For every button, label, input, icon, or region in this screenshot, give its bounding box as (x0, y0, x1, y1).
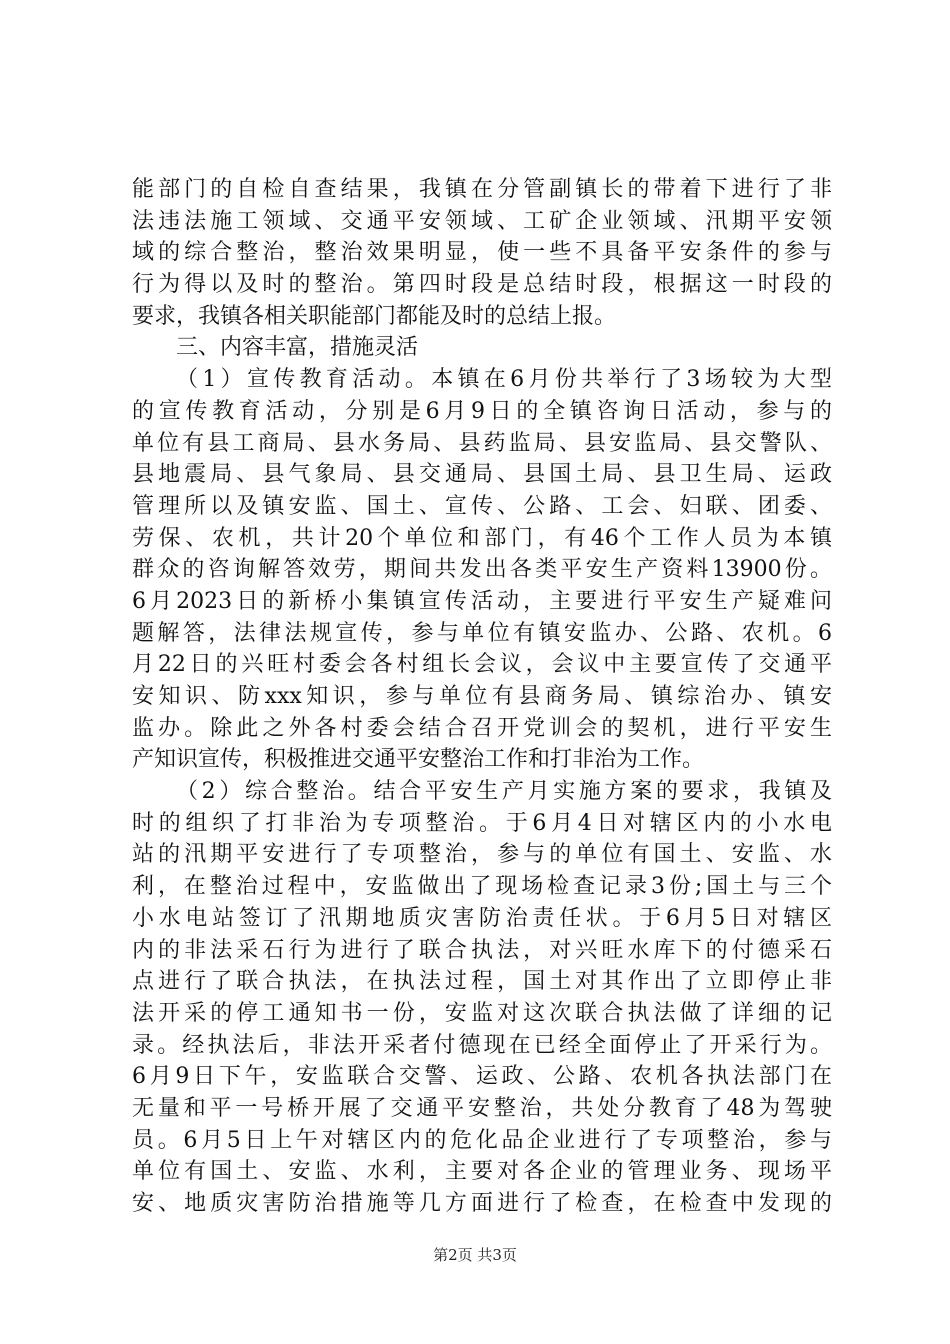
text-line: 内的非法采石行为进行了联合执法，对兴旺水库下的付德采石 (132, 937, 832, 963)
text-line: 点进行了联合执法，在执法过程，国土对其作出了立即停止非 (132, 969, 832, 995)
document-body (132, 174, 832, 1220)
text-line: 小水电站签订了汛期地质灾害防治责任状。于6月5日对辖区 (132, 905, 832, 931)
paragraph-first-line: （1）宣传教育活动。本镇在6月份共举行了3场较为大型 (176, 367, 832, 393)
text-line: 题解答，法律法规宣传，参与单位有镇安监办、公路、农机。6 (132, 620, 832, 646)
text-line: 月22日的兴旺村委会各村组长会议，会议中主要宣传了交通平 (132, 652, 832, 678)
text-line: 域的综合整治，整治效果明显，使一些不具备平安条件的参与 (132, 240, 832, 266)
text-line: 无量和平一号桥开展了交通平安整治，共处分教育了48为驾驶 (132, 1095, 832, 1121)
text-line: 单位有县工商局、县水务局、县药监局、县安监局、县交警队、 (132, 430, 832, 456)
paragraph-first-line: （2）综合整治。结合平安生产月实施方案的要求，我镇及 (176, 779, 832, 805)
text-line: 要求，我镇各相关职能部门都能及时的总结上报。 (132, 303, 617, 329)
text-line: 6月2023日的新桥小集镇宣传活动，主要进行平安生产疑难问 (132, 588, 832, 614)
text-line: 管理所以及镇安监、国土、宣传、公路、工会、妇联、团委、 (132, 493, 832, 519)
text-line: 站的汛期平安进行了专项整治，参与的单位有国土、安监、水 (132, 842, 832, 868)
text-line: 录。经执法后，非法开采者付德现在已经全面停止了开采行为。 (132, 1032, 832, 1058)
text-line: 产知识宣传，积极推进交通平安整治工作和打非治为工作。 (132, 747, 705, 773)
text-line: 安知识、防xxx知识，参与单位有县商务局、镇综治办、镇安 (132, 684, 832, 709)
text-line: 劳保、农机，共计20个单位和部门，有46个工作人员为本镇 (132, 525, 832, 551)
text-line: 利，在整治过程中，安监做出了现场检查记录3份;国土与三个 (132, 874, 832, 900)
text-line: 群众的咨询解答效劳，期间共发出各类平安生产资料13900份。 (132, 557, 832, 583)
section-heading: 三、内容丰富，措施灵活 (176, 335, 419, 361)
text-line: 能部门的自检自查结果，我镇在分管副镇长的带着下进行了非 (132, 177, 832, 202)
text-line: 监办。除此之外各村委会结合召开党训会的契机，进行平安生 (132, 715, 832, 741)
text-line: 单位有国土、安监、水利，主要对各企业的管理业务、现场平 (132, 1159, 832, 1185)
page-footer: 第2页 共3页 (433, 1246, 517, 1264)
text-line: 法开采的停工通知书一份，安监对这次联合执法做了详细的记 (132, 1000, 832, 1026)
text-line: 6月9日下午，安监联合交警、运政、公路、农机各执法部门在 (132, 1064, 832, 1090)
text-line: 的宣传教育活动，分别是6月9日的全镇咨询日活动，参与的 (132, 398, 832, 424)
text-line: 法违法施工领域、交通平安领域、工矿企业领域、汛期平安领 (132, 208, 832, 234)
text-line: 员。6月5日上午对辖区内的危化品企业进行了专项整治，参与 (132, 1127, 832, 1153)
text-line: 县地震局、县气象局、县交通局、县国土局、县卫生局、运政 (132, 462, 832, 488)
text-line: 行为得以及时的整治。第四时段是总结时段，根据这一时段的 (132, 272, 832, 298)
text-line: 安、地质灾害防治措施等几方面进行了检查，在检查中发现的 (132, 1191, 832, 1216)
text-line: 时的组织了打非治为专项整治。于6月4日对辖区内的小水电 (132, 810, 832, 836)
